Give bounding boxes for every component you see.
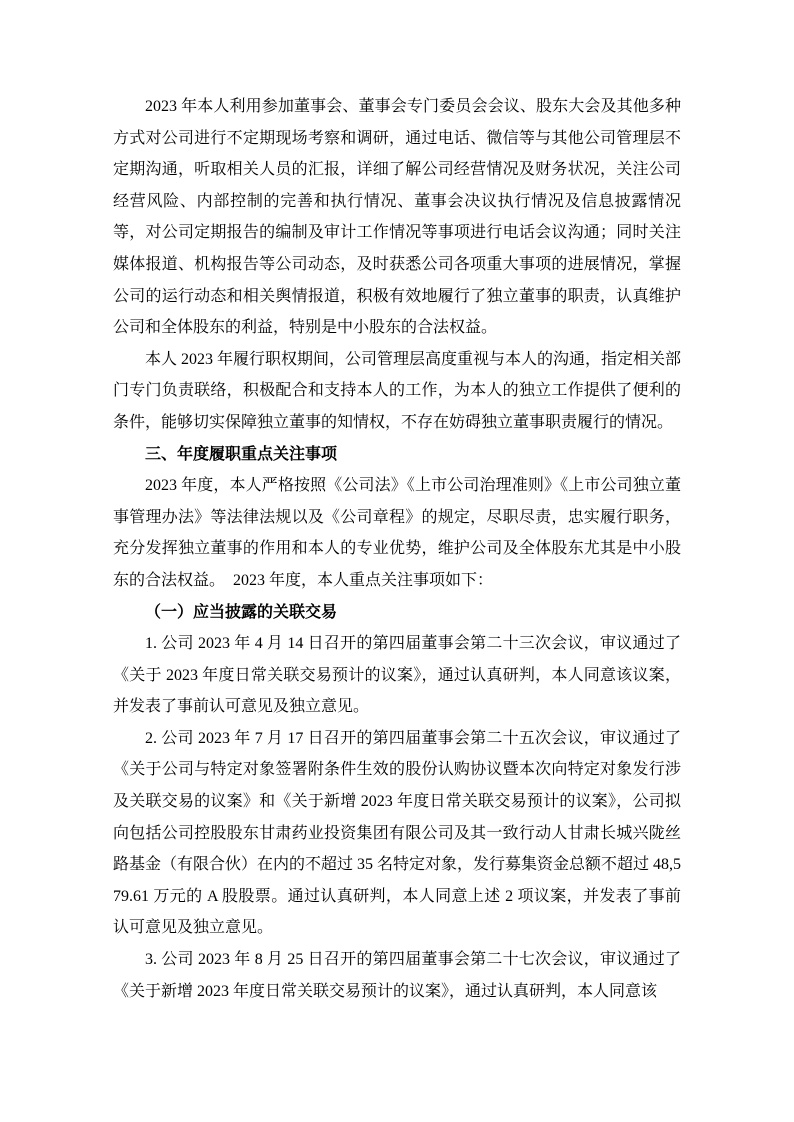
- paragraph-management-support: 本人 2023 年履行职权期间，公司管理层高度重视与本人的沟通，指定相关部门专门负责联络，积极配合和支持本人的工作，为本人的独立工作提供了便利的条件，能够切实保障独立董事的知情权，不存在妨碍独立董事职责履行的情况。: [113, 350, 682, 431]
- subsection-heading-related-transactions: （一）应当披露的关联交易: [145, 603, 338, 621]
- paragraph-item-2-board-meeting-jul17: 2. 公司 2023 年 7 月 17 日召开的第四届董事会第二十五次会议，审议通过了《关于公司与特定对象签署附条件生效的股份认购协议暨本次向特定对象发行涉及关联交易的议案》和《关于新增 2023 年度日常关联交易预计的议案》，公司拟向包括公司控股股东甘肃药业投资集团有限公司及其一致行动人甘肃长城兴陇丝路基金（有限合伙）在内的不超过 35 名特定对象，发行募集资金总额不超过 48,579.61 万元的 A 股股票。通过认真研判，本人同意上述 2 项议案，并发表了事前认可意见及独立意见。: [113, 729, 682, 937]
- paragraph-annual-communication: 2023 年本人利用参加董事会、董事会专门委员会会议、股东大会及其他多种方式对公司进行不定期现场考察和调研，通过电话、微信等与其他公司管理层不定期沟通，听取相关人员的汇报，详细了解公司经营情况及财务状况，关注公司经营风险、内部控制的完善和执行情况、董事会决议执行情况及信息披露情况等，对公司定期报告的编制及审计工作情况等事项进行电话会议沟通；同时关注媒体报道、机构报告等公司动态，及时获悉公司各项重大事项的进展情况，掌握公司的运行动态和相关舆情报道，积极有效地履行了独立董事的职责，认真维护公司和全体股东的利益，特别是中小股东的合法权益。: [113, 98, 681, 337]
- paragraph-duty-performance: 2023 年度，本人严格按照《公司法》《上市公司治理准则》《上市公司独立董事管理办法》等法律法规以及《公司章程》的规定，尽职尽责，忠实履行职务，充分发挥独立董事的作用和本人的专业优势，维护公司及全体股东尤其是中小股东的合法权益。 2023 年度，本人重点关注事项如下：: [113, 477, 681, 589]
- paragraph-item-1-board-meeting-apr14: 1. 公司 2023 年 4 月 14 日召开的第四届董事会第二十三次会议，审议通过了《关于 2023 年度日常关联交易预计的议案》，通过认真研判，本人同意该议案，并发表了事前认可意见及独立意见。: [113, 635, 681, 716]
- section-heading-annual-focus: 三、年度履职重点关注事项: [145, 445, 338, 463]
- paragraph-item-3-board-meeting-aug25: 3. 公司 2023 年 8 月 25 日召开的第四届董事会第二十七次会议，审议通过了《关于新增 2023 年度日常关联交易预计的议案》，通过认真研判，本人同意该: [113, 951, 681, 1000]
